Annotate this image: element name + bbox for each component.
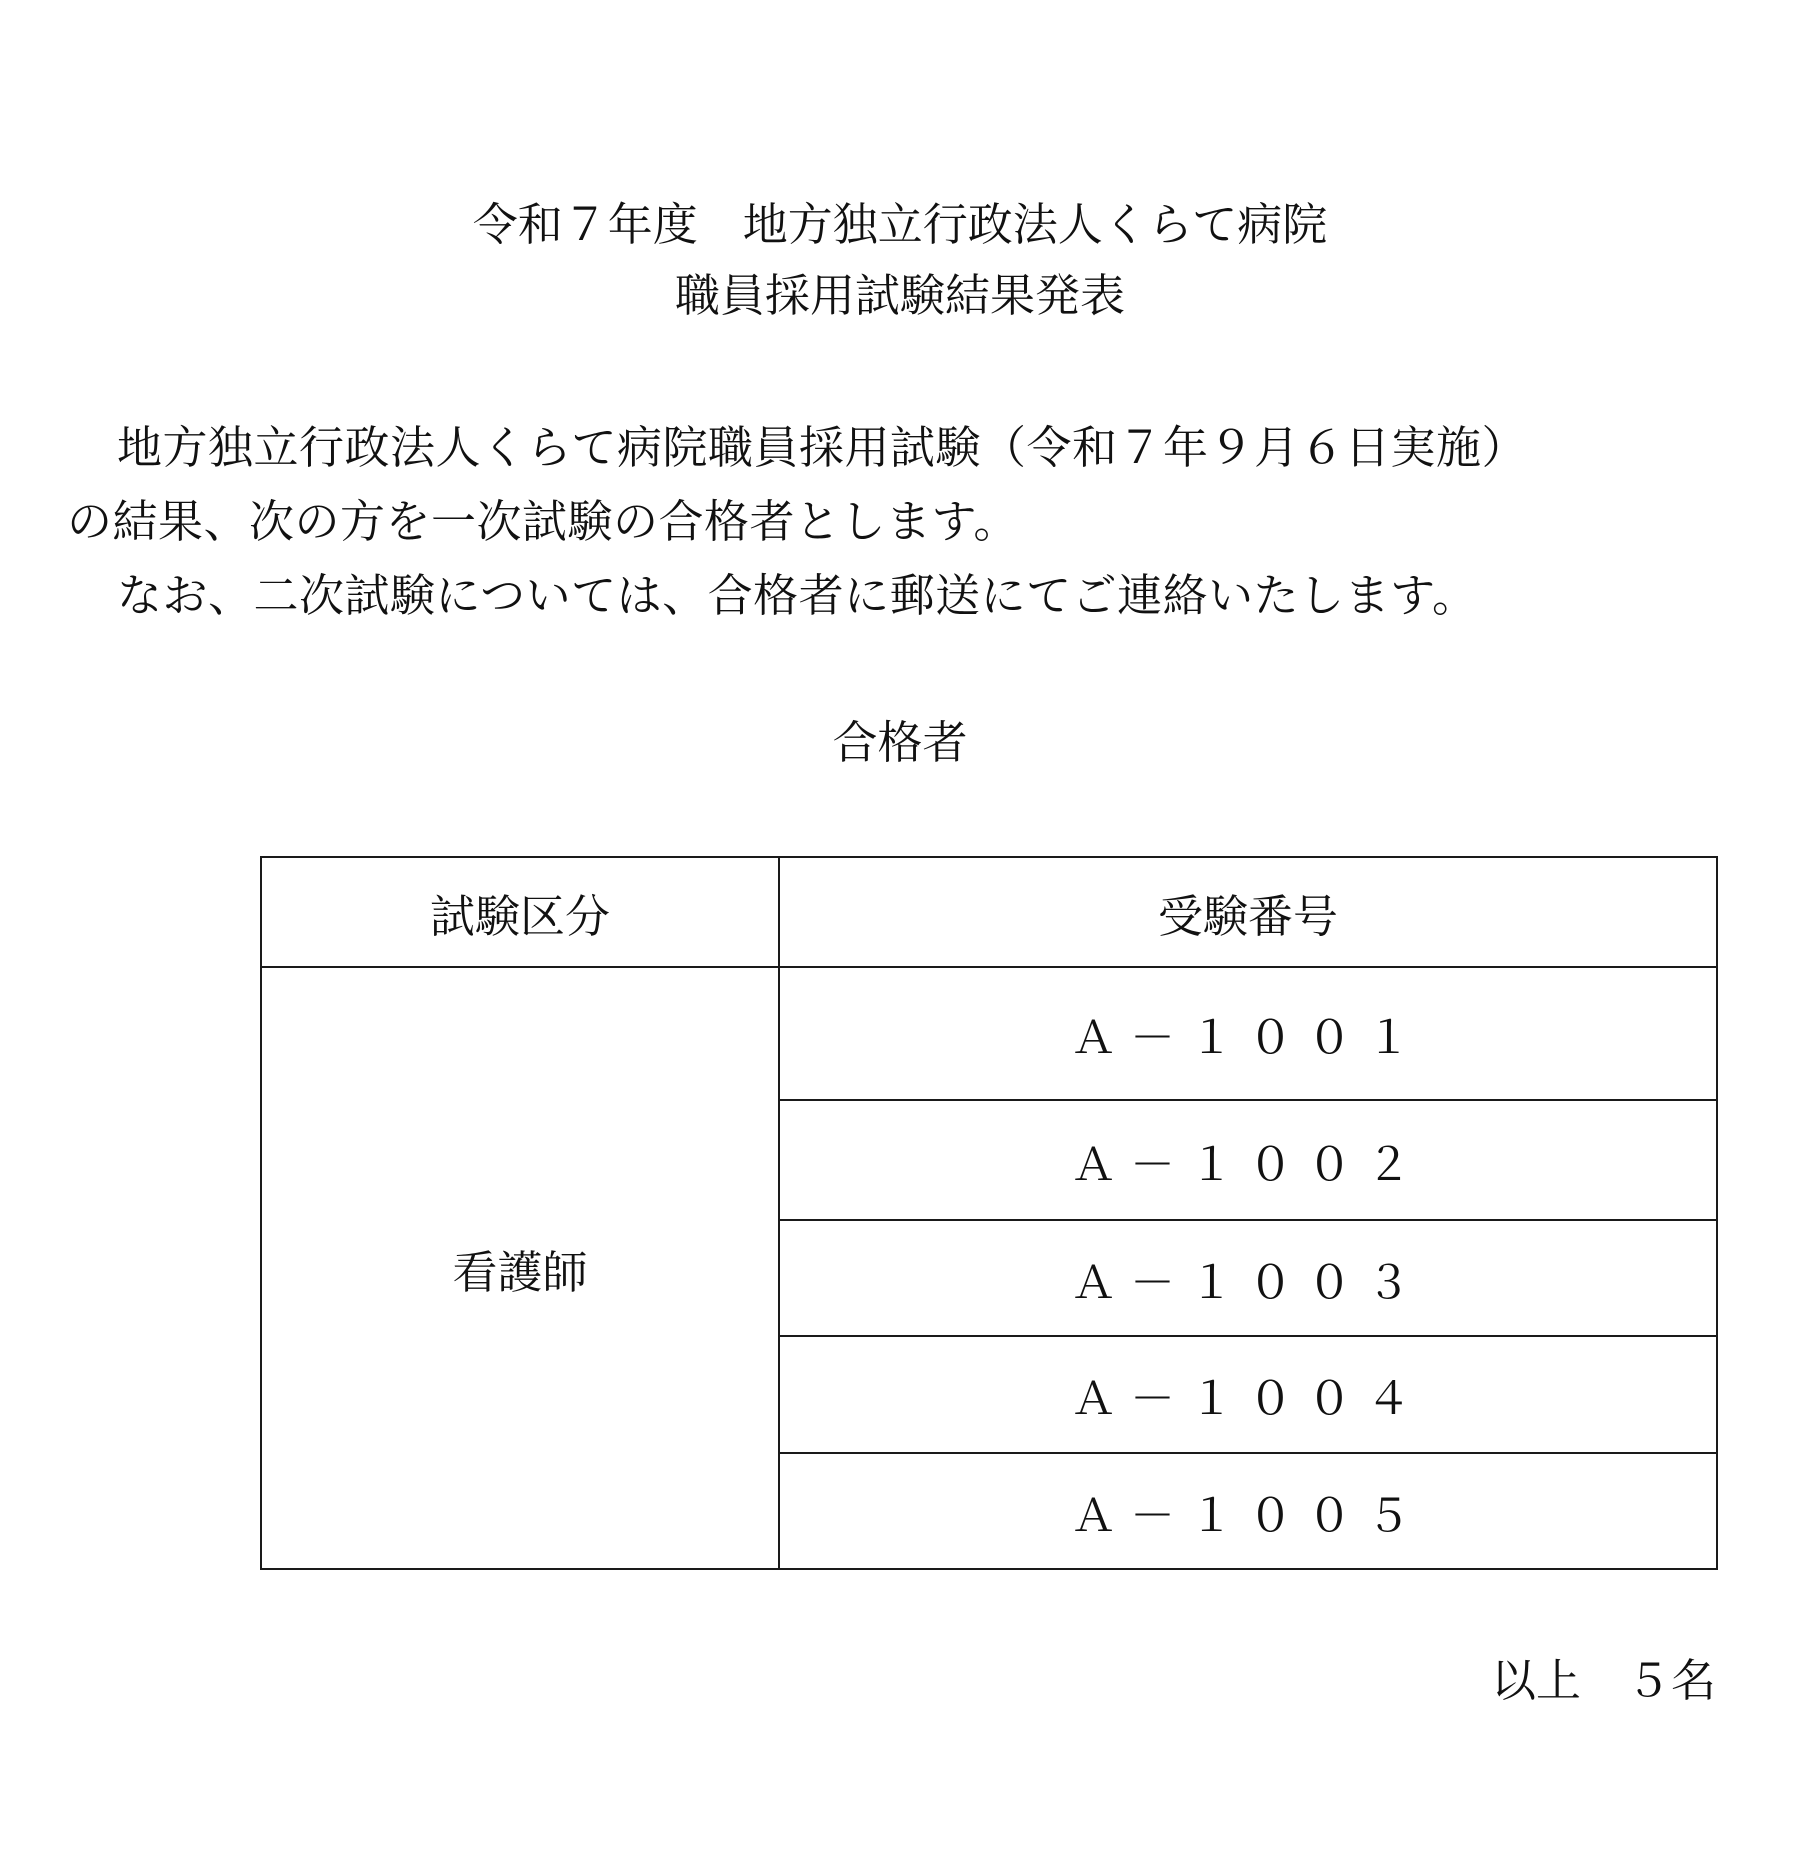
total-count-footer: 以上 ５名 bbox=[1490, 1654, 1716, 1707]
header-exam-number: 受験番号 bbox=[779, 857, 1717, 967]
exam-number-cell: Ａ－１００５ bbox=[779, 1453, 1717, 1569]
exam-number-cell: Ａ－１００３ bbox=[779, 1220, 1717, 1336]
intro-paragraph-line-1: 地方独立行政法人くらて病院職員採用試験（令和７年９月６日実施） bbox=[117, 421, 1528, 474]
table-header-row bbox=[261, 857, 1717, 967]
header-exam-category: 試験区分 bbox=[261, 857, 779, 967]
exam-category-cell: 看護師 bbox=[261, 967, 779, 1569]
document-title-line-1: 令和７年度 地方独立行政法人くらて病院 bbox=[472, 198, 1328, 251]
table-row bbox=[261, 967, 1717, 1100]
exam-number-cell: Ａ－１００２ bbox=[779, 1100, 1717, 1220]
exam-number-cell: Ａ－１００４ bbox=[779, 1336, 1717, 1453]
document-title-line-2: 職員採用試験結果発表 bbox=[674, 269, 1125, 322]
results-table bbox=[260, 856, 1718, 1570]
intro-paragraph-line-2: の結果、次の方を一次試験の合格者とします。 bbox=[67, 495, 1019, 548]
exam-number-cell: Ａ－１００１ bbox=[779, 967, 1717, 1100]
passers-heading: 合格者 bbox=[832, 716, 968, 769]
notice-paragraph: なお、二次試験については、合格者に郵送にてご連絡いたします。 bbox=[117, 569, 1478, 622]
